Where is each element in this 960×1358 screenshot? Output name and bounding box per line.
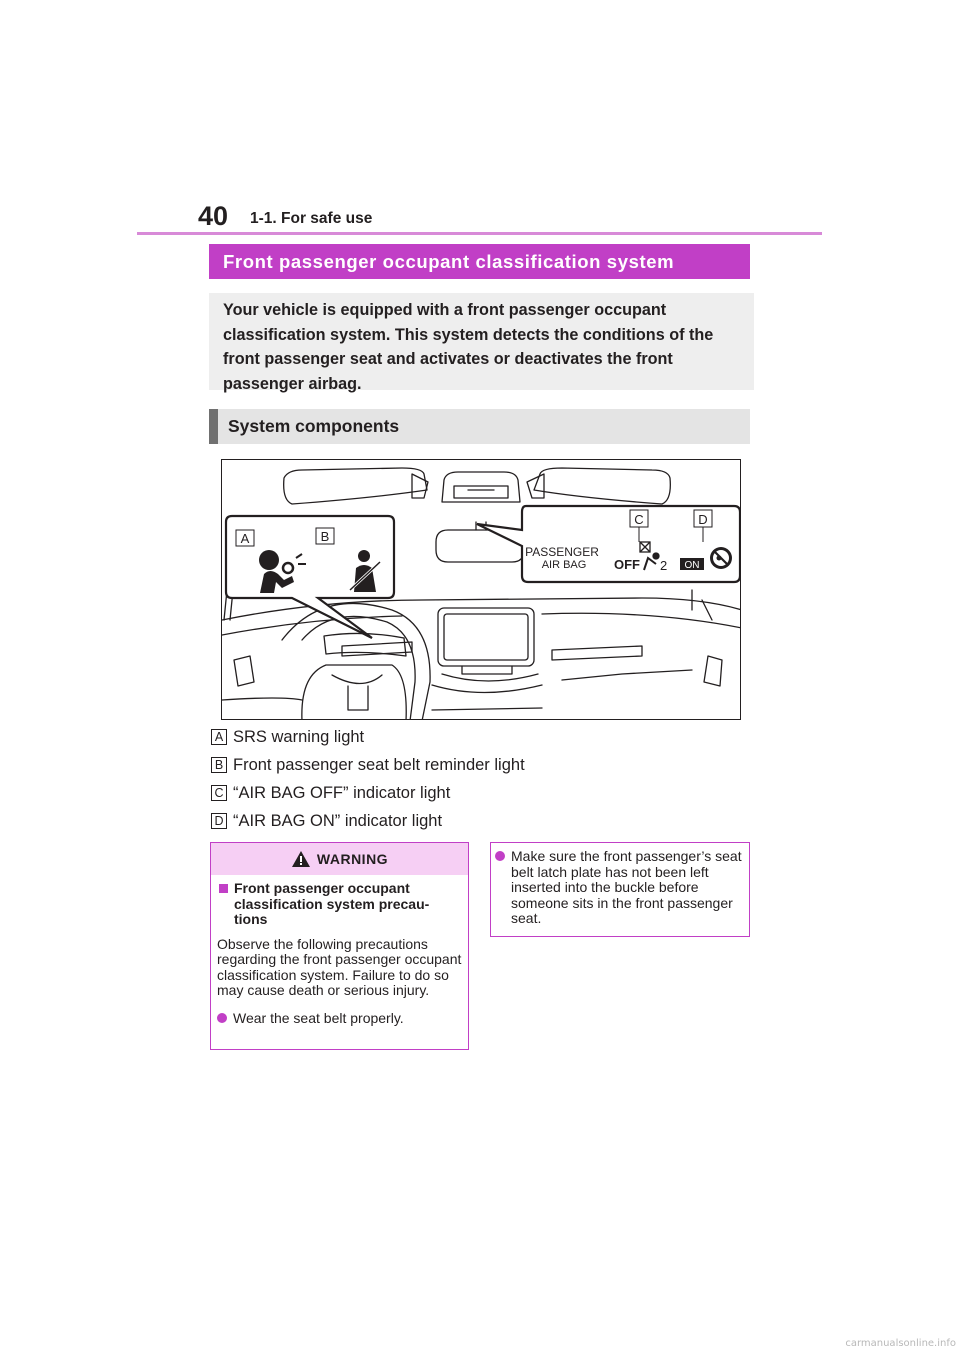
- legend-item-b: [211, 755, 525, 775]
- bullet-dot-icon: [495, 851, 505, 861]
- legend-key: D: [211, 813, 227, 829]
- square-bullet-icon: [219, 884, 228, 893]
- legend-text: Front passenger seat belt reminder light: [233, 755, 525, 774]
- subheading-text: System components: [228, 416, 400, 436]
- on-label: ON: [684, 560, 700, 571]
- warning-box: [210, 842, 469, 1050]
- warning-bullet: [495, 849, 743, 927]
- callout-b: B: [320, 529, 330, 544]
- legend-key: A: [211, 729, 227, 745]
- legend-text: SRS warning light: [233, 727, 365, 746]
- callout-d: D: [698, 512, 708, 527]
- svg-text:2: 2: [660, 558, 668, 573]
- legend-text: “AIR BAG ON” indicator light: [233, 811, 443, 830]
- warning-bullet-text: Make sure the front passenger’s seat belt latch plate has not been left inserted into the buckle before someone sits in the front passenger seat.: [511, 848, 742, 926]
- dashboard-drawing: [222, 460, 741, 720]
- warning-subheading: [217, 881, 462, 928]
- callout-a: A: [240, 531, 250, 546]
- intro-text: Your vehicle is equipped with a front passenger occupant classification system. This system detects the conditions of the front passenger seat and activates or deactivates the front passenger airbag.: [223, 301, 714, 393]
- warning-header: [211, 843, 468, 875]
- legend-item-c: [211, 783, 450, 803]
- off-label: OFF: [614, 557, 640, 572]
- airbag-label: AIR BAG: [541, 559, 587, 571]
- warning-text: Observe the following precautions regarding the front passenger occupant classification system. Failure to do so may cause death or serious injury.: [217, 935, 462, 998]
- intro-box: [209, 293, 754, 393]
- warning-bullet: [217, 1011, 462, 1027]
- warning-continued-box: [490, 842, 750, 937]
- warning-bullet-text: Wear the seat belt properly.: [233, 1009, 404, 1026]
- warning-triangle-icon: [291, 850, 311, 868]
- header-rule: [137, 232, 822, 235]
- legend-key: C: [211, 785, 227, 801]
- legend-text: “AIR BAG OFF” indicator light: [233, 783, 451, 802]
- footer-watermark: carmanualsonline.info: [845, 1338, 956, 1349]
- warning-heading: WARNING: [316, 851, 389, 867]
- subheading: [209, 409, 750, 444]
- passenger-label: PASSENGER: [525, 545, 599, 559]
- page-title-text: Front passenger occupant classification system: [223, 250, 675, 272]
- legend-item-d: [211, 811, 442, 831]
- section-title: 1-1. For safe use: [250, 210, 373, 227]
- legend-item-a: [211, 727, 364, 747]
- page-title: [209, 244, 750, 279]
- dashboard-illustration: [221, 459, 741, 720]
- warning-subheading-text: Front passenger occupant classification system precau-tions: [234, 880, 430, 927]
- callout-c: C: [634, 512, 644, 527]
- bullet-dot-icon: [217, 1013, 227, 1023]
- legend-key: B: [211, 757, 227, 773]
- page-number: 40: [198, 201, 229, 231]
- airbag-on-icon: [710, 547, 732, 569]
